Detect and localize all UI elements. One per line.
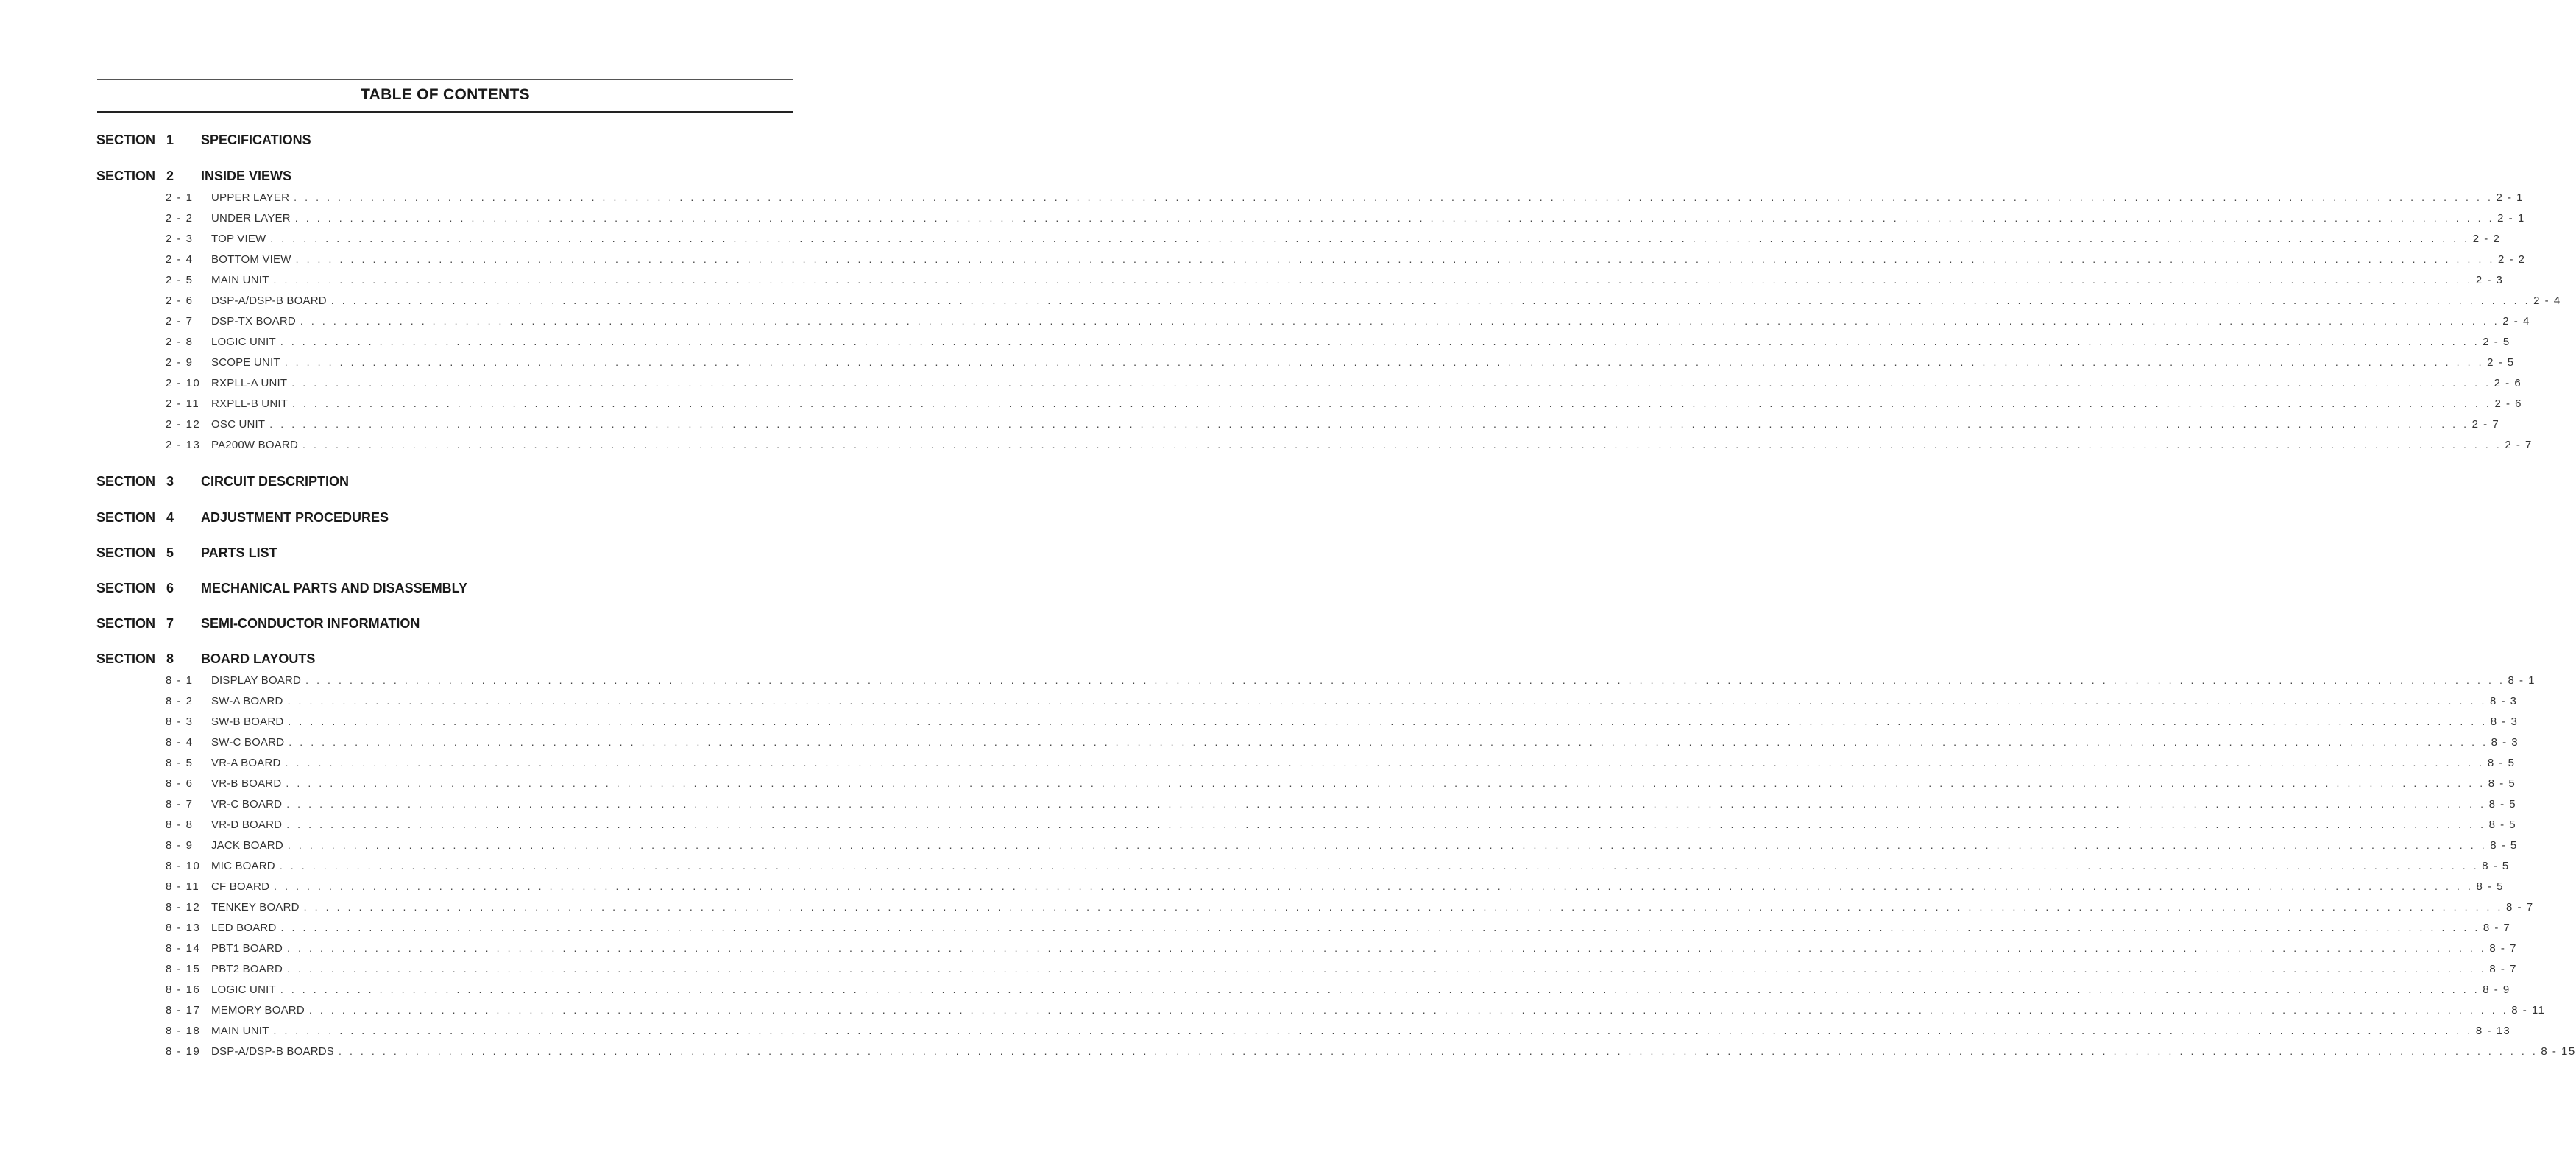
dot-leader: . . . . . . . . . . . . . . . . . . . . . . . . . . . . . . . . . . . . . . . . . . . . . . . . . . . . . . . . . . . . . . . . . . . . . . . . . . . . . . . . . . . . . . . . . . . . . . . . . . . . . . . . . . . . . . . . . . . . . . . . . . . . . . . . . . . . . . . . . . . . . . . . . . . . . . . . . . . . . . . . . . . . . . . . . . . . . . . . . . . . . . . . . . . . . . . . . . . . . . . .: [338, 1045, 2538, 1057]
section-title: CIRCUIT DESCRIPTION: [201, 474, 350, 489]
section-number: 1: [166, 132, 174, 147]
dot-leader: . . . . . . . . . . . . . . . . . . . . . . . . . . . . . . . . . . . . . . . . . . . . . . . . . . . . . . . . . . . . . . . . . . . . . . . . . . . . . . . . . . . . . . . . . . . . . . . . . . . . . . . . . . . . . . . . . . . . . . . . . . . . . . . . . . . . . . . . . . . . . . . . . . . . . . . . . . . . . . . . . . . . . . . . . . . . . . . . . . . . . . . . . . . . . . . . . . . . . . . .: [305, 674, 2505, 686]
dot-leader: . . . . . . . . . . . . . . . . . . . . . . . . . . . . . . . . . . . . . . . . . . . . . . . . . . . . . . . . . . . . . . . . . . . . . . . . . . . . . . . . . . . . . . . . . . . . . . . . . . . . . . . . . . . . . . . . . . . . . . . . . . . . . . . . . . . . . . . . . . . . . . . . . . . . . . . . . . . . . . . . . . . . . . . . . . . . . . . . . . . . . . . . . . . . . . . . . . . . . . . .: [274, 880, 2474, 892]
toc-entry[interactable]: [166, 377, 2522, 390]
entry-title: UPPER LAYER: [211, 191, 290, 204]
entry-number: 2 - 6: [166, 294, 194, 307]
section-number: 3: [166, 474, 174, 489]
entry-number: 2 - 13: [166, 439, 201, 451]
section-label: SECTION: [96, 545, 156, 560]
entry-page: 2 - 2: [2472, 233, 2501, 245]
section-title: SEMI-CONDUCTOR INFORMATION: [201, 616, 420, 631]
entry-page: 8 - 1: [2508, 674, 2536, 687]
toc-entry[interactable]: [166, 695, 2518, 708]
entry-page: 2 - 3: [2475, 274, 2504, 286]
entry-title: BOTTOM VIEW: [211, 253, 291, 266]
dot-leader: . . . . . . . . . . . . . . . . . . . . . . . . . . . . . . . . . . . . . . . . . . . . . . . . . . . . . . . . . . . . . . . . . . . . . . . . . . . . . . . . . . . . . . . . . . . . . . . . . . . . . . . . . . . . . . . . . . . . . . . . . . . . . . . . . . . . . . . . . . . . . . . . . . . . . . . . . . . . . . . . . . . . . . . . . . . . . . . . . . . . . . . . . . . . . . . . . . . . . . . .: [280, 336, 2480, 347]
dot-leader: . . . . . . . . . . . . . . . . . . . . . . . . . . . . . . . . . . . . . . . . . . . . . . . . . . . . . . . . . . . . . . . . . . . . . . . . . . . . . . . . . . . . . . . . . . . . . . . . . . . . . . . . . . . . . . . . . . . . . . . . . . . . . . . . . . . . . . . . . . . . . . . . . . . . . . . . . . . . . . . . . . . . . . . . . . . . . . . . . . . . . . . . . . . . . . . . . . . . . . . .: [303, 901, 2504, 913]
dot-leader: . . . . . . . . . . . . . . . . . . . . . . . . . . . . . . . . . . . . . . . . . . . . . . . . . . . . . . . . . . . . . . . . . . . . . . . . . . . . . . . . . . . . . . . . . . . . . . . . . . . . . . . . . . . . . . . . . . . . . . . . . . . . . . . . . . . . . . . . . . . . . . . . . . . . . . . . . . . . . . . . . . . . . . . . . . . . . . . . . . . . . . . . . . . . . . . . . . . . . . . .: [295, 253, 2495, 265]
entry-number: 8 - 1: [166, 674, 194, 687]
dot-leader: . . . . . . . . . . . . . . . . . . . . . . . . . . . . . . . . . . . . . . . . . . . . . . . . . . . . . . . . . . . . . . . . . . . . . . . . . . . . . . . . . . . . . . . . . . . . . . . . . . . . . . . . . . . . . . . . . . . . . . . . . . . . . . . . . . . . . . . . . . . . . . . . . . . . . . . . . . . . . . . . . . . . . . . . . . . . . . . . . . . . . . . . . . . . . . . . . . . . . . . .: [300, 315, 2500, 327]
entry-page: 2 - 6: [2494, 398, 2522, 410]
dot-leader: . . . . . . . . . . . . . . . . . . . . . . . . . . . . . . . . . . . . . . . . . . . . . . . . . . . . . . . . . . . . . . . . . . . . . . . . . . . . . . . . . . . . . . . . . . . . . . . . . . . . . . . . . . . . . . . . . . . . . . . . . . . . . . . . . . . . . . . . . . . . . . . . . . . . . . . . . . . . . . . . . . . . . . . . . . . . . . . . . . . . . . . . . . . . . . . . . . . . . . . .: [269, 418, 2469, 430]
section-label: SECTION: [96, 169, 156, 183]
entry-page: 2 - 7: [2471, 418, 2500, 431]
entry-title: LOGIC UNIT: [211, 336, 276, 348]
entry-title: DSP-A/DSP-B BOARD: [211, 294, 327, 307]
dot-leader: . . . . . . . . . . . . . . . . . . . . . . . . . . . . . . . . . . . . . . . . . . . . . . . . . . . . . . . . . . . . . . . . . . . . . . . . . . . . . . . . . . . . . . . . . . . . . . . . . . . . . . . . . . . . . . . . . . . . . . . . . . . . . . . . . . . . . . . . . . . . . . . . . . . . . . . . . . . . . . . . . . . . . . . . . . . . . . . . . . . . . . . . . . . . . . . . . . . . . . . .: [292, 398, 2492, 409]
toc-entry[interactable]: [166, 274, 2504, 287]
dot-leader: . . . . . . . . . . . . . . . . . . . . . . . . . . . . . . . . . . . . . . . . . . . . . . . . . . . . . . . . . . . . . . . . . . . . . . . . . . . . . . . . . . . . . . . . . . . . . . . . . . . . . . . . . . . . . . . . . . . . . . . . . . . . . . . . . . . . . . . . . . . . . . . . . . . . . . . . . . . . . . . . . . . . . . . . . . . . . . . . . . . . . . . . . . . . . . . . . . . . . . . .: [286, 819, 2486, 830]
entry-number: 2 - 7: [166, 315, 194, 328]
title-underline: [97, 111, 793, 113]
entry-number: 2 - 9: [166, 356, 194, 369]
section-label: SECTION: [96, 132, 156, 147]
entry-title: LOGIC UNIT: [211, 983, 276, 996]
entry-title: VR-C BOARD: [211, 798, 283, 810]
section-title: BOARD LAYOUTS: [201, 651, 316, 666]
toc-entry[interactable]: [166, 942, 2517, 955]
entry-title: MAIN UNIT: [211, 274, 269, 286]
entry-page: 8 - 3: [2490, 716, 2519, 728]
section-title: ADJUSTMENT PROCEDURES: [201, 510, 389, 525]
entry-number: 8 - 12: [166, 901, 201, 914]
entry-number: 8 - 7: [166, 798, 194, 810]
dot-leader: . . . . . . . . . . . . . . . . . . . . . . . . . . . . . . . . . . . . . . . . . . . . . . . . . . . . . . . . . . . . . . . . . . . . . . . . . . . . . . . . . . . . . . . . . . . . . . . . . . . . . . . . . . . . . . . . . . . . . . . . . . . . . . . . . . . . . . . . . . . . . . . . . . . . . . . . . . . . . . . . . . . . . . . . . . . . . . . . . . . . . . . . . . . . . . . . . . . . . . . .: [280, 983, 2480, 995]
entry-page: 8 - 5: [2482, 860, 2510, 872]
dot-leader: . . . . . . . . . . . . . . . . . . . . . . . . . . . . . . . . . . . . . . . . . . . . . . . . . . . . . . . . . . . . . . . . . . . . . . . . . . . . . . . . . . . . . . . . . . . . . . . . . . . . . . . . . . . . . . . . . . . . . . . . . . . . . . . . . . . . . . . . . . . . . . . . . . . . . . . . . . . . . . . . . . . . . . . . . . . . . . . . . . . . . . . . . . . . . . . . . . . . . . . .: [286, 777, 2485, 789]
entry-number: 8 - 2: [166, 695, 194, 707]
entry-page: 8 - 5: [2488, 798, 2517, 810]
section-number: 7: [166, 616, 174, 631]
entry-page: 8 - 7: [2506, 901, 2534, 914]
entry-number: 8 - 6: [166, 777, 194, 790]
entry-title: RXPLL-A UNIT: [211, 377, 288, 389]
section-number: 8: [166, 651, 174, 666]
dot-leader: . . . . . . . . . . . . . . . . . . . . . . . . . . . . . . . . . . . . . . . . . . . . . . . . . . . . . . . . . . . . . . . . . . . . . . . . . . . . . . . . . . . . . . . . . . . . . . . . . . . . . . . . . . . . . . . . . . . . . . . . . . . . . . . . . . . . . . . . . . . . . . . . . . . . . . . . . . . . . . . . . . . . . . . . . . . . . . . . . . . . . . . . . . . . . . . . . . . . . . . .: [294, 212, 2495, 224]
entry-number: 8 - 3: [166, 716, 194, 728]
toc-entry[interactable]: [166, 901, 2534, 914]
dot-leader: . . . . . . . . . . . . . . . . . . . . . . . . . . . . . . . . . . . . . . . . . . . . . . . . . . . . . . . . . . . . . . . . . . . . . . . . . . . . . . . . . . . . . . . . . . . . . . . . . . . . . . . . . . . . . . . . . . . . . . . . . . . . . . . . . . . . . . . . . . . . . . . . . . . . . . . . . . . . . . . . . . . . . . . . . . . . . . . . . . . . . . . . . . . . . . . . . . . . . . . .: [287, 695, 2487, 707]
page-title: TABLE OF CONTENTS: [361, 86, 530, 103]
dot-leader: . . . . . . . . . . . . . . . . . . . . . . . . . . . . . . . . . . . . . . . . . . . . . . . . . . . . . . . . . . . . . . . . . . . . . . . . . . . . . . . . . . . . . . . . . . . . . . . . . . . . . . . . . . . . . . . . . . . . . . . . . . . . . . . . . . . . . . . . . . . . . . . . . . . . . . . . . . . . . . . . . . . . . . . . . . . . . . . . . . . . . . . . . . . . . . . . . . . . . . . .: [302, 439, 2502, 451]
section-label: SECTION: [96, 510, 156, 525]
entry-page: 8 - 15: [2541, 1045, 2576, 1058]
entry-number: 8 - 15: [166, 963, 201, 975]
entry-page: 8 - 13: [2475, 1025, 2511, 1037]
entry-title: VR-A BOARD: [211, 757, 281, 769]
entry-page: 8 - 5: [2488, 819, 2517, 831]
entry-title: SW-C BOARD: [211, 736, 285, 749]
section-number: 2: [166, 169, 174, 183]
entry-title: CF BOARD: [211, 880, 270, 893]
entry-title: SCOPE UNIT: [211, 356, 280, 369]
section-label: SECTION: [96, 581, 156, 596]
dot-leader: . . . . . . . . . . . . . . . . . . . . . . . . . . . . . . . . . . . . . . . . . . . . . . . . . . . . . . . . . . . . . . . . . . . . . . . . . . . . . . . . . . . . . . . . . . . . . . . . . . . . . . . . . . . . . . . . . . . . . . . . . . . . . . . . . . . . . . . . . . . . . . . . . . . . . . . . . . . . . . . . . . . . . . . . . . . . . . . . . . . . . . . . . . . . . . . . . . . . . . . .: [284, 356, 2485, 368]
top-rule: [97, 79, 793, 80]
section-label: SECTION: [96, 616, 156, 631]
entry-number: 2 - 1: [166, 191, 194, 204]
toc-entry[interactable]: [166, 212, 2525, 225]
toc-entry[interactable]: [166, 860, 2510, 873]
entry-number: 2 - 11: [166, 398, 200, 410]
entry-page: 2 - 5: [2487, 356, 2515, 369]
section-number: 6: [166, 581, 174, 596]
entry-page: 8 - 7: [2489, 942, 2517, 955]
entry-title: VR-D BOARD: [211, 819, 283, 831]
entry-number: 2 - 12: [166, 418, 201, 431]
entry-number: 8 - 18: [166, 1025, 201, 1037]
toc-entry[interactable]: [166, 839, 2518, 852]
dot-leader: . . . . . . . . . . . . . . . . . . . . . . . . . . . . . . . . . . . . . . . . . . . . . . . . . . . . . . . . . . . . . . . . . . . . . . . . . . . . . . . . . . . . . . . . . . . . . . . . . . . . . . . . . . . . . . . . . . . . . . . . . . . . . . . . . . . . . . . . . . . . . . . . . . . . . . . . . . . . . . . . . . . . . . . . . . . . . . . . . . . . . . . . . . . . . . . . . . . . . . . .: [308, 1004, 2509, 1016]
entry-number: 8 - 9: [166, 839, 194, 852]
section-title: PARTS LIST: [201, 545, 277, 560]
dot-leader: . . . . . . . . . . . . . . . . . . . . . . . . . . . . . . . . . . . . . . . . . . . . . . . . . . . . . . . . . . . . . . . . . . . . . . . . . . . . . . . . . . . . . . . . . . . . . . . . . . . . . . . . . . . . . . . . . . . . . . . . . . . . . . . . . . . . . . . . . . . . . . . . . . . . . . . . . . . . . . . . . . . . . . . . . . . . . . . . . . . . . . . . . . . . . . . . . . . . . . . .: [280, 922, 2480, 933]
dot-leader: . . . . . . . . . . . . . . . . . . . . . . . . . . . . . . . . . . . . . . . . . . . . . . . . . . . . . . . . . . . . . . . . . . . . . . . . . . . . . . . . . . . . . . . . . . . . . . . . . . . . . . . . . . . . . . . . . . . . . . . . . . . . . . . . . . . . . . . . . . . . . . . . . . . . . . . . . . . . . . . . . . . . . . . . . . . . . . . . . . . . . . . . . . . . . . . . . . . . . . . .: [270, 233, 2470, 244]
toc-entry[interactable]: [166, 798, 2517, 811]
dot-leader: . . . . . . . . . . . . . . . . . . . . . . . . . . . . . . . . . . . . . . . . . . . . . . . . . . . . . . . . . . . . . . . . . . . . . . . . . . . . . . . . . . . . . . . . . . . . . . . . . . . . . . . . . . . . . . . . . . . . . . . . . . . . . . . . . . . . . . . . . . . . . . . . . . . . . . . . . . . . . . . . . . . . . . . . . . . . . . . . . . . . . . . . . . . . . . . . . . . . . . . .: [288, 716, 2488, 727]
entry-title: SW-A BOARD: [211, 695, 283, 707]
toc-entry[interactable]: [166, 336, 2510, 349]
toc-entry[interactable]: [166, 983, 2510, 997]
entry-number: 8 - 5: [166, 757, 194, 769]
entry-title: PA200W BOARD: [211, 439, 298, 451]
entry-title: DSP-A/DSP-B BOARDS: [211, 1045, 334, 1058]
toc-entry[interactable]: [166, 439, 2533, 452]
entry-page: 8 - 5: [2487, 757, 2516, 769]
toc-entry[interactable]: [166, 819, 2517, 832]
toc-entry[interactable]: [166, 1045, 2576, 1059]
entry-number: 8 - 19: [166, 1045, 201, 1058]
toc-entry[interactable]: [166, 191, 2524, 205]
entry-title: MEMORY BOARD: [211, 1004, 305, 1017]
dot-leader: . . . . . . . . . . . . . . . . . . . . . . . . . . . . . . . . . . . . . . . . . . . . . . . . . . . . . . . . . . . . . . . . . . . . . . . . . . . . . . . . . . . . . . . . . . . . . . . . . . . . . . . . . . . . . . . . . . . . . . . . . . . . . . . . . . . . . . . . . . . . . . . . . . . . . . . . . . . . . . . . . . . . . . . . . . . . . . . . . . . . . . . . . . . . . . . . . . . . . . . .: [287, 839, 2488, 851]
dot-leader: . . . . . . . . . . . . . . . . . . . . . . . . . . . . . . . . . . . . . . . . . . . . . . . . . . . . . . . . . . . . . . . . . . . . . . . . . . . . . . . . . . . . . . . . . . . . . . . . . . . . . . . . . . . . . . . . . . . . . . . . . . . . . . . . . . . . . . . . . . . . . . . . . . . . . . . . . . . . . . . . . . . . . . . . . . . . . . . . . . . . . . . . . . . . . . . . . . . . . . . .: [291, 377, 2491, 389]
entry-title: DSP-TX BOARD: [211, 315, 296, 328]
dot-leader: . . . . . . . . . . . . . . . . . . . . . . . . . . . . . . . . . . . . . . . . . . . . . . . . . . . . . . . . . . . . . . . . . . . . . . . . . . . . . . . . . . . . . . . . . . . . . . . . . . . . . . . . . . . . . . . . . . . . . . . . . . . . . . . . . . . . . . . . . . . . . . . . . . . . . . . . . . . . . . . . . . . . . . . . . . . . . . . . . . . . . . . . . . . . . . . . . . . . . . . .: [330, 294, 2531, 306]
entry-page: 8 - 3: [2489, 695, 2518, 707]
entry-page: 8 - 7: [2483, 922, 2511, 934]
dot-leader: . . . . . . . . . . . . . . . . . . . . . . . . . . . . . . . . . . . . . . . . . . . . . . . . . . . . . . . . . . . . . . . . . . . . . . . . . . . . . . . . . . . . . . . . . . . . . . . . . . . . . . . . . . . . . . . . . . . . . . . . . . . . . . . . . . . . . . . . . . . . . . . . . . . . . . . . . . . . . . . . . . . . . . . . . . . . . . . . . . . . . . . . . . . . . . . . . . . . . . . .: [287, 963, 2487, 975]
entry-page: 8 - 5: [2490, 839, 2518, 852]
entry-title: JACK BOARD: [211, 839, 283, 852]
entry-page: 8 - 9: [2483, 983, 2510, 996]
section-label: SECTION: [96, 474, 156, 489]
toc-entry[interactable]: [166, 1025, 2511, 1038]
toc-entry[interactable]: [166, 356, 2515, 370]
dot-leader: . . . . . . . . . . . . . . . . . . . . . . . . . . . . . . . . . . . . . . . . . . . . . . . . . . . . . . . . . . . . . . . . . . . . . . . . . . . . . . . . . . . . . . . . . . . . . . . . . . . . . . . . . . . . . . . . . . . . . . . . . . . . . . . . . . . . . . . . . . . . . . . . . . . . . . . . . . . . . . . . . . . . . . . . . . . . . . . . . . . . . . . . . . . . . . . . . . . . . . . .: [286, 798, 2486, 810]
entry-page: 2 - 4: [2502, 315, 2530, 328]
entry-title: PBT1 BOARD: [211, 942, 283, 955]
entry-title: VR-B BOARD: [211, 777, 282, 790]
entry-number: 8 - 17: [166, 1004, 201, 1017]
entry-page: 8 - 7: [2489, 963, 2517, 975]
toc-entry[interactable]: [166, 1004, 2546, 1017]
entry-title: DISPLAY BOARD: [211, 674, 302, 687]
section-number: 4: [166, 510, 174, 525]
entry-number: 2 - 8: [166, 336, 194, 348]
entry-number: 8 - 10: [166, 860, 201, 872]
dot-leader: . . . . . . . . . . . . . . . . . . . . . . . . . . . . . . . . . . . . . . . . . . . . . . . . . . . . . . . . . . . . . . . . . . . . . . . . . . . . . . . . . . . . . . . . . . . . . . . . . . . . . . . . . . . . . . . . . . . . . . . . . . . . . . . . . . . . . . . . . . . . . . . . . . . . . . . . . . . . . . . . . . . . . . . . . . . . . . . . . . . . . . . . . . . . . . . . . . . . . . . .: [273, 1025, 2473, 1036]
toc-entry[interactable]: [166, 253, 2526, 266]
entry-number: 8 - 8: [166, 819, 194, 831]
entry-title: LED BOARD: [211, 922, 277, 934]
entry-number: 8 - 13: [166, 922, 201, 934]
dot-leader: . . . . . . . . . . . . . . . . . . . . . . . . . . . . . . . . . . . . . . . . . . . . . . . . . . . . . . . . . . . . . . . . . . . . . . . . . . . . . . . . . . . . . . . . . . . . . . . . . . . . . . . . . . . . . . . . . . . . . . . . . . . . . . . . . . . . . . . . . . . . . . . . . . . . . . . . . . . . . . . . . . . . . . . . . . . . . . . . . . . . . . . . . . . . . . . . . . . . . . . .: [287, 942, 2487, 954]
entry-title: TENKEY BOARD: [211, 901, 300, 914]
dot-leader: . . . . . . . . . . . . . . . . . . . . . . . . . . . . . . . . . . . . . . . . . . . . . . . . . . . . . . . . . . . . . . . . . . . . . . . . . . . . . . . . . . . . . . . . . . . . . . . . . . . . . . . . . . . . . . . . . . . . . . . . . . . . . . . . . . . . . . . . . . . . . . . . . . . . . . . . . . . . . . . . . . . . . . . . . . . . . . . . . . . . . . . . . . . . . . . . . . . . . . . .: [294, 191, 2494, 203]
entry-title: SW-B BOARD: [211, 716, 284, 728]
toc-entry[interactable]: [166, 315, 2530, 328]
entry-title: MAIN UNIT: [211, 1025, 269, 1037]
entry-title: MIC BOARD: [211, 860, 275, 872]
entry-page: 8 - 3: [2491, 736, 2519, 749]
section-number: 5: [166, 545, 174, 560]
section-label: SECTION: [96, 651, 156, 666]
entry-number: 8 - 14: [166, 942, 201, 955]
dot-leader: . . . . . . . . . . . . . . . . . . . . . . . . . . . . . . . . . . . . . . . . . . . . . . . . . . . . . . . . . . . . . . . . . . . . . . . . . . . . . . . . . . . . . . . . . . . . . . . . . . . . . . . . . . . . . . . . . . . . . . . . . . . . . . . . . . . . . . . . . . . . . . . . . . . . . . . . . . . . . . . . . . . . . . . . . . . . . . . . . . . . . . . . . . . . . . . . . . . . . . . .: [289, 736, 2488, 748]
entry-number: 2 - 4: [166, 253, 194, 266]
entry-number: 2 - 3: [166, 233, 194, 245]
toc-entry[interactable]: [166, 736, 2519, 749]
entry-page: 8 - 5: [2476, 880, 2504, 893]
entry-page: 2 - 1: [2497, 212, 2525, 225]
dot-leader: . . . . . . . . . . . . . . . . . . . . . . . . . . . . . . . . . . . . . . . . . . . . . . . . . . . . . . . . . . . . . . . . . . . . . . . . . . . . . . . . . . . . . . . . . . . . . . . . . . . . . . . . . . . . . . . . . . . . . . . . . . . . . . . . . . . . . . . . . . . . . . . . . . . . . . . . . . . . . . . . . . . . . . . . . . . . . . . . . . . . . . . . . . . . . . . . . . . . . . . .: [273, 274, 2473, 286]
toc-entry[interactable]: [166, 963, 2517, 976]
entry-number: 2 - 10: [166, 377, 201, 389]
toc-entry[interactable]: [166, 716, 2519, 729]
toc-entry[interactable]: [166, 398, 2522, 411]
entry-page: 2 - 2: [2497, 253, 2526, 266]
entry-number: 8 - 4: [166, 736, 194, 749]
toc-entry[interactable]: [166, 777, 2516, 791]
entry-title: TOP VIEW: [211, 233, 266, 245]
section-title: MECHANICAL PARTS AND DISASSEMBLY: [201, 581, 468, 596]
entry-page: 2 - 5: [2483, 336, 2510, 348]
toc-entry[interactable]: [166, 233, 2501, 246]
entry-number: 2 - 5: [166, 274, 194, 286]
entry-title: OSC UNIT: [211, 418, 266, 431]
toc-entry[interactable]: [166, 757, 2516, 770]
entry-page: 2 - 6: [2494, 377, 2522, 389]
entry-page: 8 - 5: [2488, 777, 2516, 790]
entry-page: 2 - 4: [2533, 294, 2561, 307]
toc-entry[interactable]: [166, 674, 2536, 688]
entry-page: 2 - 7: [2505, 439, 2533, 451]
entry-title: PBT2 BOARD: [211, 963, 283, 975]
entry-title: RXPLL-B UNIT: [211, 398, 289, 410]
entry-title: UNDER LAYER: [211, 212, 291, 225]
entry-number: 2 - 2: [166, 212, 194, 225]
entry-number: 8 - 16: [166, 983, 201, 996]
section-title: INSIDE VIEWS: [201, 169, 292, 183]
dot-leader: . . . . . . . . . . . . . . . . . . . . . . . . . . . . . . . . . . . . . . . . . . . . . . . . . . . . . . . . . . . . . . . . . . . . . . . . . . . . . . . . . . . . . . . . . . . . . . . . . . . . . . . . . . . . . . . . . . . . . . . . . . . . . . . . . . . . . . . . . . . . . . . . . . . . . . . . . . . . . . . . . . . . . . . . . . . . . . . . . . . . . . . . . . . . . . . . . . . . . . . .: [279, 860, 2480, 872]
toc-entry[interactable]: [166, 294, 2561, 308]
toc-entry[interactable]: [166, 880, 2504, 894]
section-title: SPECIFICATIONS: [201, 132, 311, 147]
entry-number: 8 - 11: [166, 880, 200, 893]
entry-page: 8 - 11: [2511, 1004, 2546, 1017]
toc-entry[interactable]: [166, 418, 2500, 431]
dot-leader: . . . . . . . . . . . . . . . . . . . . . . . . . . . . . . . . . . . . . . . . . . . . . . . . . . . . . . . . . . . . . . . . . . . . . . . . . . . . . . . . . . . . . . . . . . . . . . . . . . . . . . . . . . . . . . . . . . . . . . . . . . . . . . . . . . . . . . . . . . . . . . . . . . . . . . . . . . . . . . . . . . . . . . . . . . . . . . . . . . . . . . . . . . . . . . . . . . . . . . . .: [285, 757, 2485, 768]
toc-entry[interactable]: [166, 922, 2511, 935]
entry-page: 2 - 1: [2496, 191, 2524, 204]
